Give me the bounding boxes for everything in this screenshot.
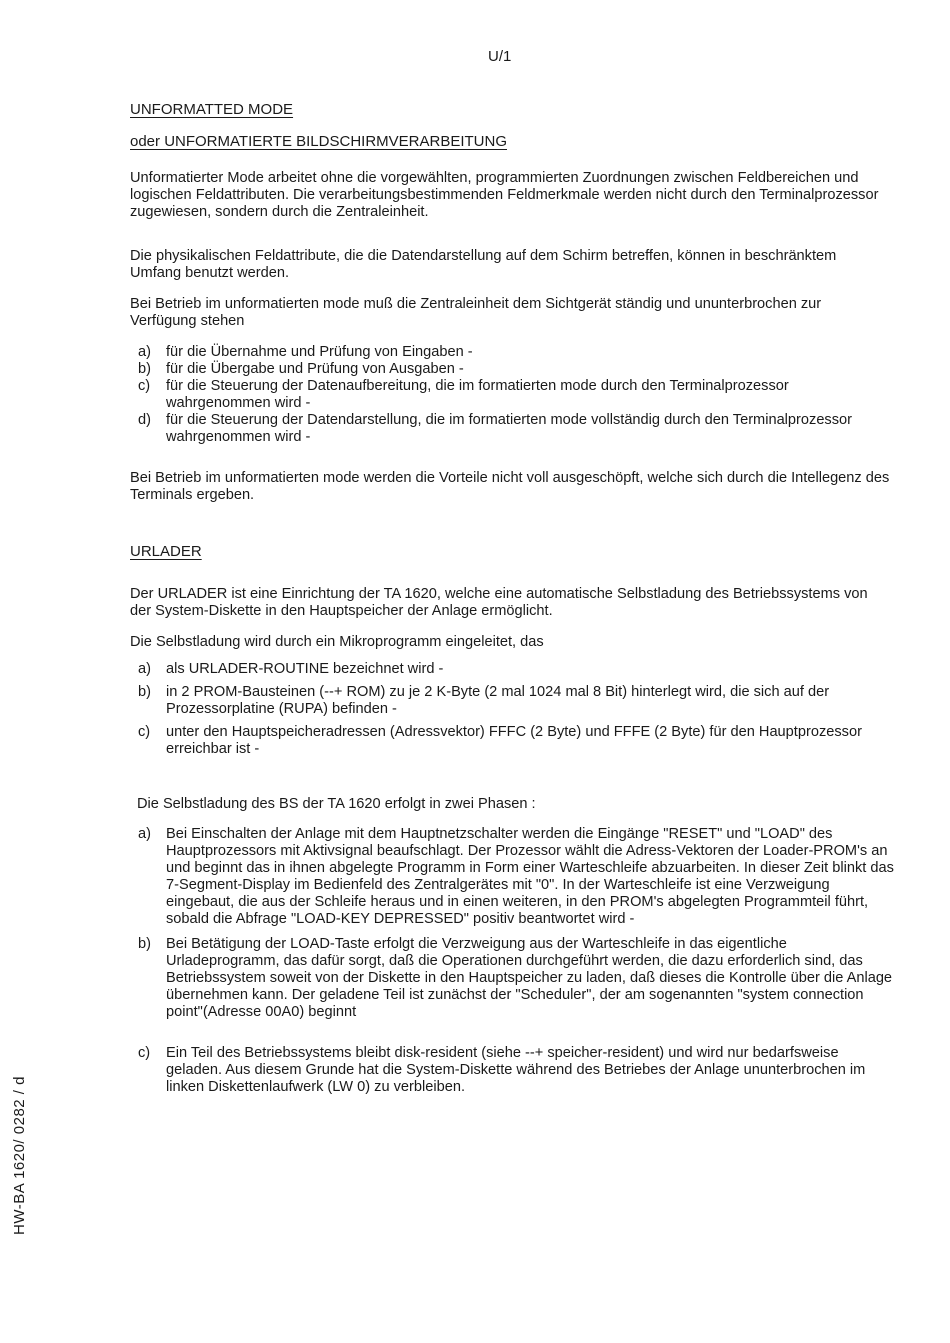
list-label: c) <box>138 378 151 394</box>
list-item <box>138 361 894 378</box>
list-item <box>138 826 894 928</box>
list-text: Bei Betätigung der LOAD-Taste erfolgt die Verzweigung aus der Warteschleife in das eigentliche Urladeprogramm, das dafür sorgt, daß die Operationen durchgeführt werden, die dazu erforderlich sind, das Betriebssystem soweit von der Diskette in den Hauptspeicher zu laden, daß dieses die Kontrolle über die Anlage übernehmen kann. Der geladene Teil ist zunächst der "Scheduler", der am sogenannten "system connection point"(Adresse 00A0) beginnt <box>166 936 893 1020</box>
paragraph: Der URLADER ist eine Einrichtung der TA 1620, welche eine automatische Selbstladung des Betriebssystems von der System-Diskette in den Hauptspeicher der Anlage ermöglicht. <box>130 586 868 619</box>
list-label: a) <box>138 826 151 842</box>
list-item <box>138 936 894 1021</box>
list-item <box>138 661 894 678</box>
paragraph: Die physikalischen Feldattribute, die die Datendarstellung auf dem Schirm betreffen, können in beschränktem Umfang benutzt werden. <box>130 248 837 281</box>
paragraph: Unformatierter Mode arbeitet ohne die vorgewählten, programmierten Zuordnungen zwischen Feldbereichen und logischen Feldattributen. Die verarbeitungsbestimmenden Feldmerkmale werden nicht durch den Terminalprozessor zugewiesen, sondern durch die Zentraleinheit. <box>130 170 879 220</box>
list-text: als URLADER-ROUTINE bezeichnet wird - <box>166 661 444 677</box>
list-label: a) <box>138 344 151 360</box>
list-text: in 2 PROM-Bausteinen (--+ ROM) zu je 2 K-Byte (2 mal 1024 mal 8 Bit) hinterlegt wird, die sich auf der Prozessorplatine (RUPA) befinden - <box>166 684 830 717</box>
list-item <box>138 684 894 718</box>
list-label: b) <box>138 684 151 700</box>
list-item <box>138 724 894 758</box>
paragraph: Bei Betrieb im unformatierten mode werden die Vorteile nicht voll ausgeschöpft, welche sich durch die Intellegenz des Terminals ergeben. <box>130 470 890 503</box>
heading-urlader: URLADER <box>130 543 202 560</box>
list-item <box>138 344 894 361</box>
list-label: b) <box>138 361 151 377</box>
paragraph: Bei Betrieb im unformatierten mode muß die Zentraleinheit dem Sichtgerät ständig und ununterbrochen zur Verfügung stehen <box>130 296 822 329</box>
list-item <box>138 1045 894 1096</box>
heading-unformatierte-bildschirmverarbeitung: oder UNFORMATIERTE BILDSCHIRMVERARBEITUNG <box>130 133 507 150</box>
list-text: für die Übernahme und Prüfung von Eingaben - <box>166 344 473 360</box>
list-label: b) <box>138 936 151 952</box>
list-phasen <box>138 826 894 1096</box>
list-text: unter den Hauptspeicheradressen (Adressvektor) FFFC (2 Byte) und FFFE (2 Byte) für den Hauptprozessor erreichbar ist - <box>166 724 862 757</box>
paragraph: Die Selbstladung wird durch ein Mikroprogramm eingeleitet, das <box>130 634 544 650</box>
page-number: U/1 <box>488 48 512 65</box>
list-label: c) <box>138 724 151 740</box>
list-item <box>138 378 894 412</box>
list-mikroprogramm <box>138 661 894 758</box>
list-item <box>138 412 894 446</box>
list-feature-requirements <box>138 344 894 446</box>
list-text: Ein Teil des Betriebssystems bleibt disk-resident (siehe --+ speicher-resident) und wird nur bedarfsweise geladen. Aus diesem Grunde hat die System-Diskette während des Betriebes der Anlage ununterbrochen im linken Diskettenlaufwerk (LW 0) zu verbleiben. <box>166 1045 866 1095</box>
list-text: für die Steuerung der Datendarstellung, die im formatierten mode vollständig durch den Terminalprozessor wahrgenommen wird - <box>166 412 853 445</box>
heading-unformatted-mode: UNFORMATTED MODE <box>130 101 294 118</box>
paragraph: Die Selbstladung des BS der TA 1620 erfolgt in zwei Phasen : <box>137 796 536 812</box>
margin-document-code: HW-BA 1620/ 0282 / d <box>11 1076 28 1235</box>
list-text: Bei Einschalten der Anlage mit dem Hauptnetzschalter werden die Eingänge "RESET" und "LOAD" des Hauptprozessors mit Aktivsignal beaufschlagt. Der Prozessor wählt die Adress-Vektoren der Loader-PROM's an und beginnt das in ihnen abgelegte Programm in Form einer Warteschleife abzuarbeiten. In dieser Zeit blinkt das 7-Segment-Display im Bedienfeld des Zentralgerätes mit "0". In der Warteschleife ist eine Verzweigung eingebaut, die aus der Schleife heraus und in einen weiteren, in den PROM's abgelegten Programmteil führt, sobald die Abfrage "LOAD-KEY DEPRESSED" positiv beantwortet wird - <box>166 826 894 927</box>
list-text: für die Steuerung der Datenaufbereitung, die im formatierten mode durch den Terminalprozessor wahrgenommen wird - <box>166 378 789 411</box>
list-label: c) <box>138 1045 151 1061</box>
list-label: a) <box>138 661 151 677</box>
list-text: für die Übergabe und Prüfung von Ausgaben - <box>166 361 464 377</box>
list-label: d) <box>138 412 151 428</box>
